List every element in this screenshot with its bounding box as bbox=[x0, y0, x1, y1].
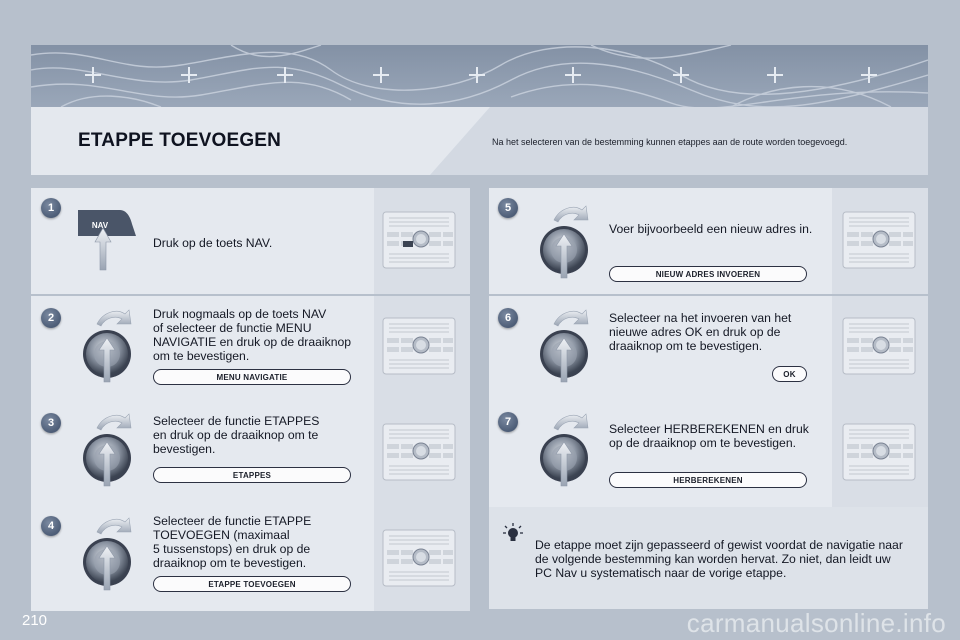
step-number-badge: 3 bbox=[41, 413, 61, 433]
step-text: Selecteer na het invoeren van het nieuwe adres OK en druk op de draaiknop om te bevestigen. bbox=[609, 311, 792, 353]
tip-text: De etappe moet zijn gepasseerd of gewist voordat de navigatie naar de volgende bestemming kan worden hervat. Zo niet, dan leidt uw PC Nav u systematisch naar de vorige etappe. bbox=[535, 538, 903, 580]
step-number-badge: 4 bbox=[41, 516, 61, 536]
radio-unit-icon bbox=[379, 314, 459, 378]
step-number-badge: 7 bbox=[498, 412, 518, 432]
step-number-badge: 5 bbox=[498, 198, 518, 218]
rotary-knob-icon bbox=[77, 308, 137, 384]
contour-map-graphic bbox=[31, 45, 928, 107]
radio-unit-icon bbox=[379, 208, 459, 272]
rotary-knob-icon bbox=[534, 308, 594, 384]
intro-text: Na het selecteren van de bestemming kunnen etappes aan de route worden toegevoegd. bbox=[492, 137, 848, 147]
menu-option-label: OK bbox=[772, 366, 807, 382]
radio-unit-icon bbox=[839, 208, 919, 272]
menu-option-label: HERBEREKENEN bbox=[609, 472, 807, 488]
rotary-knob-icon bbox=[77, 412, 137, 488]
nav-key-label: NAV bbox=[91, 221, 109, 230]
step-text: Druk op de toets NAV. bbox=[153, 236, 273, 250]
page-title: ETAPPE TOEVOEGEN bbox=[78, 130, 282, 151]
radio-unit-icon bbox=[839, 420, 919, 484]
step-number-badge: 1 bbox=[41, 198, 61, 218]
step-number-badge: 6 bbox=[498, 308, 518, 328]
page-number: 210 bbox=[22, 612, 48, 629]
rotary-knob-icon bbox=[534, 412, 594, 488]
menu-option-label: NIEUW ADRES INVOEREN bbox=[609, 266, 807, 282]
lightbulb-icon bbox=[502, 522, 524, 544]
step-number-badge: 2 bbox=[41, 308, 61, 328]
nav-key-icon bbox=[74, 206, 144, 272]
radio-unit-icon bbox=[839, 314, 919, 378]
step-text: Selecteer de functie ETAPPE TOEVOEGEN (maximaal 5 tussenstops) en druk op de draaiknop om te bevestigen. bbox=[153, 514, 312, 570]
rotary-knob-icon bbox=[77, 516, 137, 592]
menu-option-label: ETAPPE TOEVOEGEN bbox=[153, 576, 351, 592]
menu-option-label: MENU NAVIGATIE bbox=[153, 369, 351, 385]
radio-unit-icon bbox=[379, 526, 459, 590]
menu-option-label: ETAPPES bbox=[153, 467, 351, 483]
step-text: Selecteer de functie ETAPPES en druk op de draaiknop om te bevestigen. bbox=[153, 414, 320, 456]
step-text: Selecteer HERBEREKENEN en druk op de draaiknop om te bevestigen. bbox=[609, 422, 809, 450]
rotary-knob-icon bbox=[534, 204, 594, 280]
radio-unit-icon bbox=[379, 420, 459, 484]
step-text: Voer bijvoorbeeld een nieuw adres in. bbox=[609, 222, 813, 236]
map-banner bbox=[31, 45, 928, 107]
watermark: carmanualsonline.info bbox=[686, 608, 946, 638]
step-text: Druk nogmaals op de toets NAV of selecteer de functie MENU NAVIGATIE en druk op de draaiknop om te bevestigen. bbox=[153, 307, 352, 363]
